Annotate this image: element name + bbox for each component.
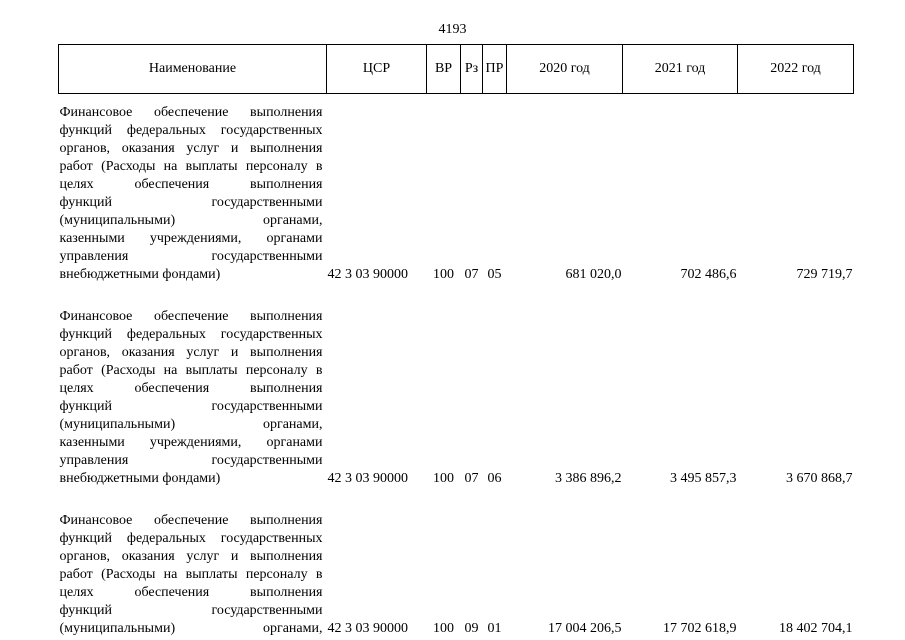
header-2021: 2021 год [623,45,738,94]
row-name-text [60,512,323,638]
header-pr: ПР [483,45,507,94]
row-name-line: Финансовое обеспечение выполнения [59,513,323,528]
row-name-line: органов, оказания услуг и выполнения [59,141,323,156]
table-body [59,94,854,639]
row-name [59,104,327,284]
row-2020: 681 020,0 [565,267,622,282]
row-name-line: функций государственными [59,399,323,414]
table-row [59,512,854,638]
row-name-line: Финансовое обеспечение выполнения [59,309,323,324]
row-name-line: органов, оказания услуг и выполнения [59,345,323,360]
header-name: Наименование [59,45,327,94]
row-name-text [60,308,323,488]
table-header [59,45,854,94]
row-2021: 3 495 857,3 [670,471,737,486]
table-row [59,104,854,284]
row-pr: 06 [487,471,502,486]
row-2020: 3 386 896,2 [555,471,622,486]
row-name-line: казенными учреждениями, органами [59,231,323,246]
row-2021: 702 486,6 [680,267,737,282]
row-name-line: функций государственными [59,195,323,210]
row-spacer [59,488,854,512]
row-rz: 07 [464,267,479,282]
row-vr: 100 [433,621,454,636]
row-pr: 01 [487,621,502,636]
row-name-line: управления государственными [59,453,323,468]
row-vr: 100 [433,267,454,282]
row-name-line: органов, оказания услуг и выполнения [59,549,323,564]
row-name-line: Финансовое обеспечение выполнения [59,105,323,120]
row-rz: 07 [464,471,479,486]
row-name [59,512,327,638]
header-vr: ВР [427,45,461,94]
row-pr: 05 [487,267,502,282]
row-name-line: внебюджетными фондами) [59,267,221,282]
row-name-line: работ (Расходы на выплаты персоналу в [59,363,323,378]
row-name-line: (муниципальными) органами, [59,213,323,228]
row-name [59,308,327,488]
row-2022: 3 670 868,7 [786,471,853,486]
row-name-line: (муниципальными) органами, [59,417,323,432]
header-2022: 2022 год [738,45,854,94]
row-name-line: функций федеральных государственных [59,531,323,546]
row-name-line: работ (Расходы на выплаты персоналу в [59,159,323,174]
header-2020: 2020 год [507,45,623,94]
row-name-line: функций государственными [59,603,323,618]
row-name-line: (муниципальными) органами, [59,621,323,636]
row-csr: 42 3 03 90000 [327,471,408,486]
row-2021: 17 702 618,9 [663,621,737,636]
row-name-line: целях обеспечения выполнения [59,177,323,192]
row-name-line: функций федеральных государственных [59,123,323,138]
row-vr: 100 [433,471,454,486]
row-name-line: функций федеральных государственных [59,327,323,342]
row-name-line: работ (Расходы на выплаты персоналу в [59,567,323,582]
header-rz: Рз [461,45,483,94]
table-row [59,308,854,488]
row-2020: 17 004 206,5 [548,621,622,636]
row-spacer [59,284,854,308]
row-csr: 42 3 03 90000 [327,621,408,636]
row-name-line: казенными учреждениями, органами [59,435,323,450]
row-2022: 729 719,7 [796,267,853,282]
budget-table [58,44,854,638]
row-name-text [60,104,323,284]
row-csr: 42 3 03 90000 [327,267,408,282]
row-2022: 18 402 704,1 [779,621,853,636]
header-csr: ЦСР [327,45,427,94]
row-name-line: внебюджетными фондами) [59,471,221,486]
row-rz: 09 [464,621,479,636]
row-name-line: управления государственными [59,249,323,264]
row-name-line: целях обеспечения выполнения [59,585,323,600]
header-spacer [59,94,854,105]
row-name-line: целях обеспечения выполнения [59,381,323,396]
page-number: 4193 [438,22,467,37]
